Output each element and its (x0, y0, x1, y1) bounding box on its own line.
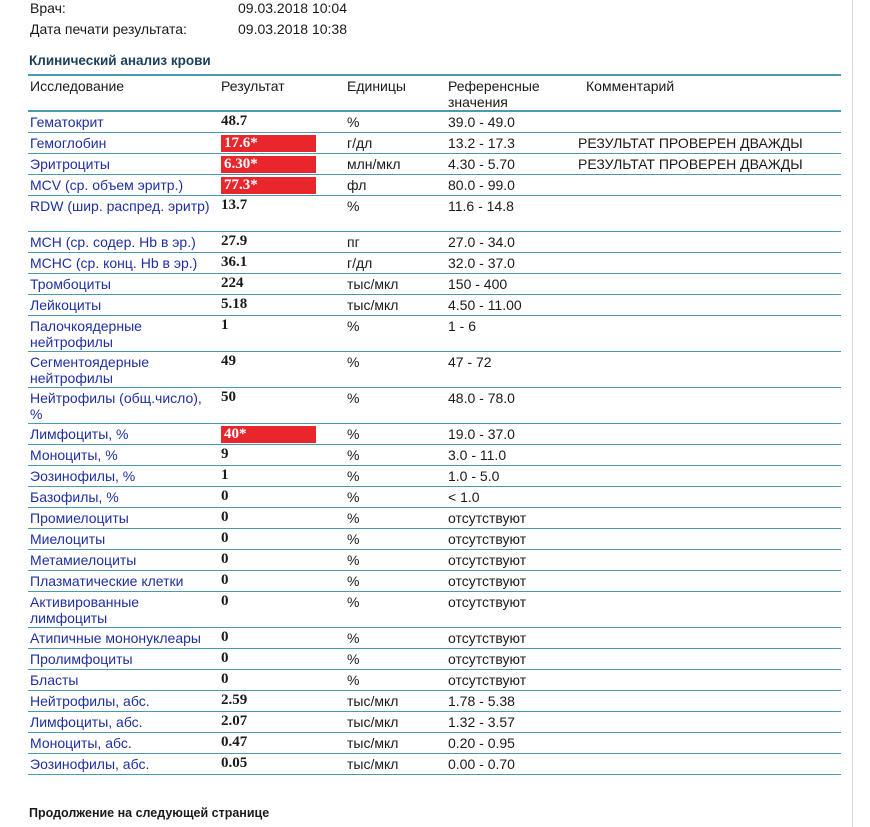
table-row (28, 733, 841, 754)
table-row (28, 253, 841, 274)
reference-range: 80.0 - 99.0 (448, 177, 515, 193)
page-right-rule (852, 0, 853, 827)
result-value: 2.07 (221, 713, 248, 729)
table-row (28, 508, 841, 529)
doctor-time: 09.03.2018 10:04 (238, 0, 347, 16)
test-name: Лимфоциты, % (30, 426, 129, 442)
table-row (28, 691, 841, 712)
test-name: Метамиелоциты (30, 552, 137, 568)
col-header-name: Исследование (30, 78, 125, 94)
units: % (347, 426, 360, 442)
report-meta (30, 0, 430, 42)
units: млн/мкл (347, 156, 401, 172)
reference-range: 3.0 - 11.0 (448, 447, 507, 463)
test-name: Сегментоядерные нейтрофилы (30, 354, 150, 386)
test-name: Гематокрит (30, 114, 104, 130)
table-row (28, 712, 841, 733)
reference-range: отсутствуют (448, 573, 527, 589)
reference-range: 4.50 - 11.00 (448, 297, 522, 313)
table-row (28, 529, 841, 550)
reference-range: 150 - 400 (448, 276, 508, 292)
print-date-row (30, 21, 430, 42)
results-table (28, 74, 841, 775)
table-row (28, 196, 841, 232)
reference-range: 32.0 - 37.0 (448, 255, 515, 271)
units: % (347, 594, 360, 610)
table-header (28, 74, 841, 112)
result-value: 9 (221, 446, 229, 462)
result-value-flagged: 40* (221, 426, 316, 443)
units: пг (347, 234, 360, 250)
result-value: 1 (221, 317, 229, 333)
result-value: 49 (221, 353, 236, 369)
result-value-flagged: 6.30* (221, 156, 316, 173)
table-row (28, 133, 841, 154)
result-value: 27.9 (221, 233, 248, 249)
units: % (347, 489, 360, 505)
result-value: 0.05 (221, 755, 248, 771)
col-header-reference: Референсные значения (448, 78, 540, 110)
result-value: 2.59 (221, 692, 248, 708)
units: % (347, 630, 360, 646)
units: % (347, 531, 360, 547)
print-date-value: 09.03.2018 10:38 (238, 21, 347, 37)
test-name: Бласты (30, 672, 79, 688)
reference-range: 39.0 - 49.0 (448, 114, 515, 130)
units: % (347, 672, 360, 688)
units: % (347, 510, 360, 526)
result-value: 48.7 (221, 113, 248, 129)
comment: РЕЗУЛЬТАТ ПРОВЕРЕН ДВАЖДЫ (578, 156, 803, 172)
result-value: 0.47 (221, 734, 248, 750)
result-value: 0 (221, 593, 229, 609)
reference-range: < 1.0 (448, 489, 480, 505)
result-value: 36.1 (221, 254, 248, 270)
test-name: Тромбоциты (30, 276, 111, 292)
col-header-comment: Комментарий (586, 78, 675, 94)
result-value: 13.7 (221, 197, 248, 213)
units: г/дл (347, 135, 373, 151)
reference-range: отсутствуют (448, 552, 527, 568)
table-row (28, 670, 841, 691)
result-value: 224 (221, 275, 244, 291)
table-row (28, 232, 841, 253)
table-row (28, 295, 841, 316)
result-value-flagged: 17.6* (221, 135, 316, 152)
result-value: 0 (221, 530, 229, 546)
result-value: 0 (221, 572, 229, 588)
table-row (28, 649, 841, 670)
test-name: Активированные лимфоциты (30, 594, 140, 626)
doctor-row (30, 0, 430, 21)
units: % (347, 198, 360, 214)
units: г/дл (347, 255, 373, 271)
comment: РЕЗУЛЬТАТ ПРОВЕРЕН ДВАЖДЫ (578, 135, 803, 151)
test-name: Лейкоциты (30, 297, 102, 313)
result-value: 5.18 (221, 296, 248, 312)
print-date-label: Дата печати результата: (30, 21, 187, 37)
test-name: MCH (ср. содер. Hb в эр.) (30, 234, 196, 250)
test-name: Миелоциты (30, 531, 106, 547)
result-value: 50 (221, 389, 236, 405)
section-title: Клинический анализ крови (29, 53, 211, 68)
result-value: 0 (221, 629, 229, 645)
table-row (28, 487, 841, 508)
test-name: Плазматические клетки (30, 573, 184, 589)
test-name: Эозинофилы, абс. (30, 756, 150, 772)
reference-range: отсутствуют (448, 651, 527, 667)
units: % (347, 114, 360, 130)
result-value: 0 (221, 650, 229, 666)
reference-range: 4.30 - 5.70 (448, 156, 515, 172)
units: % (347, 552, 360, 568)
test-name: Гемоглобин (30, 135, 107, 151)
test-name: Базофилы, % (30, 489, 119, 505)
units: % (347, 318, 360, 334)
result-value: 0 (221, 509, 229, 525)
test-name: MCHC (ср. конц. Hb в эр.) (30, 255, 198, 271)
reference-range: отсутствуют (448, 510, 527, 526)
test-name: Моноциты, % (30, 447, 118, 463)
reference-range: 11.6 - 14.8 (448, 198, 514, 214)
units: % (347, 390, 360, 406)
units: фл (347, 177, 367, 193)
table-row (28, 274, 841, 295)
table-row (28, 424, 841, 445)
test-name: Лимфоциты, абс. (30, 714, 143, 730)
test-name: MCV (ср. объем эритр.) (30, 177, 184, 193)
result-value: 0 (221, 551, 229, 567)
result-value: 1 (221, 467, 229, 483)
reference-range: 0.20 - 0.95 (448, 735, 515, 751)
table-row (28, 316, 841, 352)
table-row (28, 628, 841, 649)
units: % (347, 573, 360, 589)
test-name: Палочкоядерные нейтрофилы (30, 318, 142, 350)
test-name: Нейтрофилы (общ.число), % (30, 390, 202, 422)
table-body (28, 112, 841, 775)
units: тыс/мкл (347, 735, 399, 751)
units: тыс/мкл (347, 714, 399, 730)
reference-range: отсутствуют (448, 630, 527, 646)
reference-range: отсутствуют (448, 594, 527, 610)
result-value: 0 (221, 488, 229, 504)
reference-range: 1.32 - 3.57 (448, 714, 515, 730)
continuation-note: Продолжение на следующей странице (29, 806, 270, 820)
units: тыс/мкл (347, 756, 399, 772)
reference-range: 0.00 - 0.70 (448, 756, 515, 772)
reference-range: отсутствуют (448, 672, 527, 688)
result-value-flagged: 77.3* (221, 177, 316, 194)
units: % (347, 468, 360, 484)
col-header-result: Результат (221, 78, 285, 94)
reference-range: 13.2 - 17.3 (448, 135, 515, 151)
table-row (28, 388, 841, 424)
test-name: Эритроциты (30, 156, 110, 172)
units: % (347, 447, 360, 463)
table-row (28, 352, 841, 388)
units: тыс/мкл (347, 276, 399, 292)
reference-range: 48.0 - 78.0 (448, 390, 515, 406)
table-row (28, 754, 841, 775)
test-name: RDW (шир. распред. эритр) (30, 198, 210, 214)
reference-range: 1.78 - 5.38 (448, 693, 515, 709)
test-name: Промиелоциты (30, 510, 129, 526)
reference-range: 19.0 - 37.0 (448, 426, 515, 442)
reference-range: 47 - 72 (448, 354, 492, 370)
test-name: Пролимфоциты (30, 651, 133, 667)
reference-range: 1.0 - 5.0 (448, 468, 500, 484)
table-row (28, 466, 841, 487)
test-name: Эозинофилы, % (30, 468, 136, 484)
test-name: Нейтрофилы, абс. (30, 693, 150, 709)
test-name: Атипичные мононуклеары (30, 630, 201, 646)
table-row (28, 154, 841, 175)
units: тыс/мкл (347, 693, 399, 709)
col-header-units: Единицы (347, 78, 406, 94)
table-row (28, 592, 841, 628)
reference-range: отсутствуют (448, 531, 527, 547)
table-row (28, 175, 841, 196)
doctor-label: Врач: (30, 0, 66, 16)
reference-range: 27.0 - 34.0 (448, 234, 515, 250)
table-row (28, 550, 841, 571)
table-row (28, 112, 841, 133)
table-row (28, 445, 841, 466)
units: % (347, 354, 360, 370)
test-name: Моноциты, абс. (30, 735, 132, 751)
reference-range: 1 - 6 (448, 318, 477, 334)
units: % (347, 651, 360, 667)
result-value: 0 (221, 671, 229, 687)
table-row (28, 571, 841, 592)
units: тыс/мкл (347, 297, 399, 313)
